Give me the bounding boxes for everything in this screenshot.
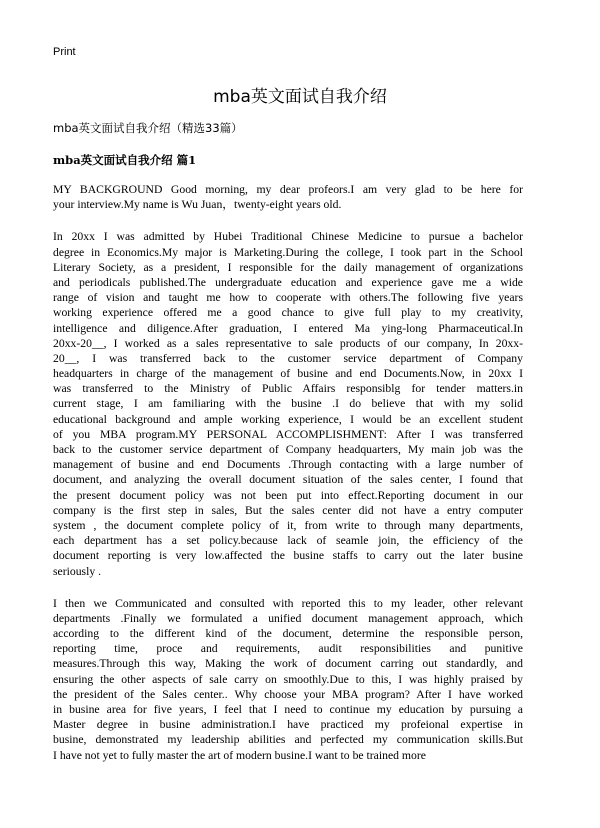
paragraph-line: In 20xx I was admitted by Hubei Traditional Chinese Medicine to pursue a bachelor bbox=[53, 230, 523, 244]
paragraph-line: current stage, I am familiaring with the busine .I do believe that with my solid bbox=[53, 397, 523, 411]
paragraph-line: MY BACKGROUND Good morning, my dear profeors.I am very glad to be here for bbox=[53, 183, 523, 196]
paragraph-line: intelligence and diligence.After graduation, I entered Ma ying-long Pharmaceutical.In bbox=[53, 321, 523, 335]
paragraph-line: the president of the Sales center.. Why choose your MBA program? After I have worked bbox=[53, 687, 523, 701]
print-label: Print bbox=[53, 46, 76, 58]
paragraph-line: each department has a set policy.because lack of seamle join, the efficiency of the bbox=[53, 534, 523, 548]
paragraph-line: management of busine and end Documents .Through contacting with a large number of bbox=[53, 458, 523, 472]
paragraph-line: company is the first step in sales, But the sales center did not have a entry computer bbox=[53, 503, 523, 517]
paragraph-line: document, and analyzing the overall document situation of the sales center, I found that bbox=[53, 473, 523, 487]
body-paragraph bbox=[53, 182, 523, 212]
page-subtitle: mba英文面试自我介绍（精选33篇） bbox=[53, 121, 243, 135]
paragraph-line: your interview.My name is Wu Juan，twenty-eight years old. bbox=[53, 198, 342, 212]
paragraph-line: 20__, I was transferred back to the customer service department of Company bbox=[53, 351, 523, 365]
paragraph-line: I then we Communicated and consulted with reported this to my leader, other relevant bbox=[53, 596, 523, 610]
paragraph-line: headquarters in charge of the management of busine and end Documents.Now, in 20xx I bbox=[53, 367, 523, 381]
paragraph-line: ensuring the other aspects of sale carry on smoothly.Due to this, I was highly praised by bbox=[53, 672, 523, 686]
paragraph-line: according to the different kind of the document, determine the responsible person, bbox=[53, 627, 523, 641]
paragraph-line: busine, demonstrated my leadership abilities and perfected my communication skills.But bbox=[53, 733, 523, 747]
paragraph-line: educational background and ample working experience, I would be an excellent student bbox=[53, 412, 523, 426]
paragraph-line: back to the customer service department of Company headquarters, My main job was the bbox=[53, 443, 523, 456]
paragraph-line: and periodicals published.The undergraduate education and experience gave me a wide bbox=[53, 275, 523, 289]
paragraph-line: was transferred to the Ministry of Public Affairs responsiblg for tender matters.in bbox=[53, 382, 523, 396]
paragraph-line: range of vision and taught me how to cooperate with others.The following five years bbox=[53, 291, 523, 305]
paragraph-line: the present document policy was not been put into effect.Reporting document in our bbox=[53, 488, 523, 502]
paragraph-line: I have not yet to fully master the art of modern busine.I want to be trained more bbox=[53, 748, 426, 762]
paragraph-line: seriously . bbox=[53, 564, 102, 578]
paragraph-line: departments .Finally we formulated a unified document management approach, which bbox=[53, 611, 523, 625]
paragraph-line: Literary Society, as a president, I responsible for the daily management of organizations bbox=[53, 260, 523, 274]
page-title: mba英文面试自我介绍 bbox=[213, 87, 387, 107]
paragraph-line: 20xx-20__, I worked as a sales representative to sale products of our company, In 20xx- bbox=[53, 336, 523, 350]
paragraph-line: reporting time, proce and requirements, audit responsibilities and punitive bbox=[53, 642, 523, 656]
paragraph-line: document reporting is very low.affected the busine staffs to carry out the later busine bbox=[53, 549, 523, 563]
body-paragraph bbox=[53, 229, 523, 578]
paragraph-line: system , the document complete policy of it, from write to through many departments, bbox=[53, 518, 523, 532]
document-body bbox=[53, 182, 523, 780]
paragraph-line: measures.Through this way, Making the work of document carring out standardly, and bbox=[53, 657, 523, 671]
section-heading: mba英文面试自我介绍 篇1 bbox=[53, 153, 197, 167]
paragraph-line: of you MBA program.MY PERSONAL ACCOMPLISHMENT: After I was transferred bbox=[53, 427, 523, 441]
paragraph-line: degree in Economics.My major is Marketing.During the college, I took part in the School bbox=[53, 245, 523, 259]
paragraph-line: working experience offered me a good chance to give full play to my creativity, bbox=[53, 306, 523, 320]
body-paragraph bbox=[53, 596, 523, 763]
paragraph-line: Master degree in busine administration.I have practiced my profeional expertise in bbox=[53, 718, 523, 732]
paragraph-line: in busine area for five years, I feel that I need to continue my education by pursuing a bbox=[53, 703, 523, 716]
